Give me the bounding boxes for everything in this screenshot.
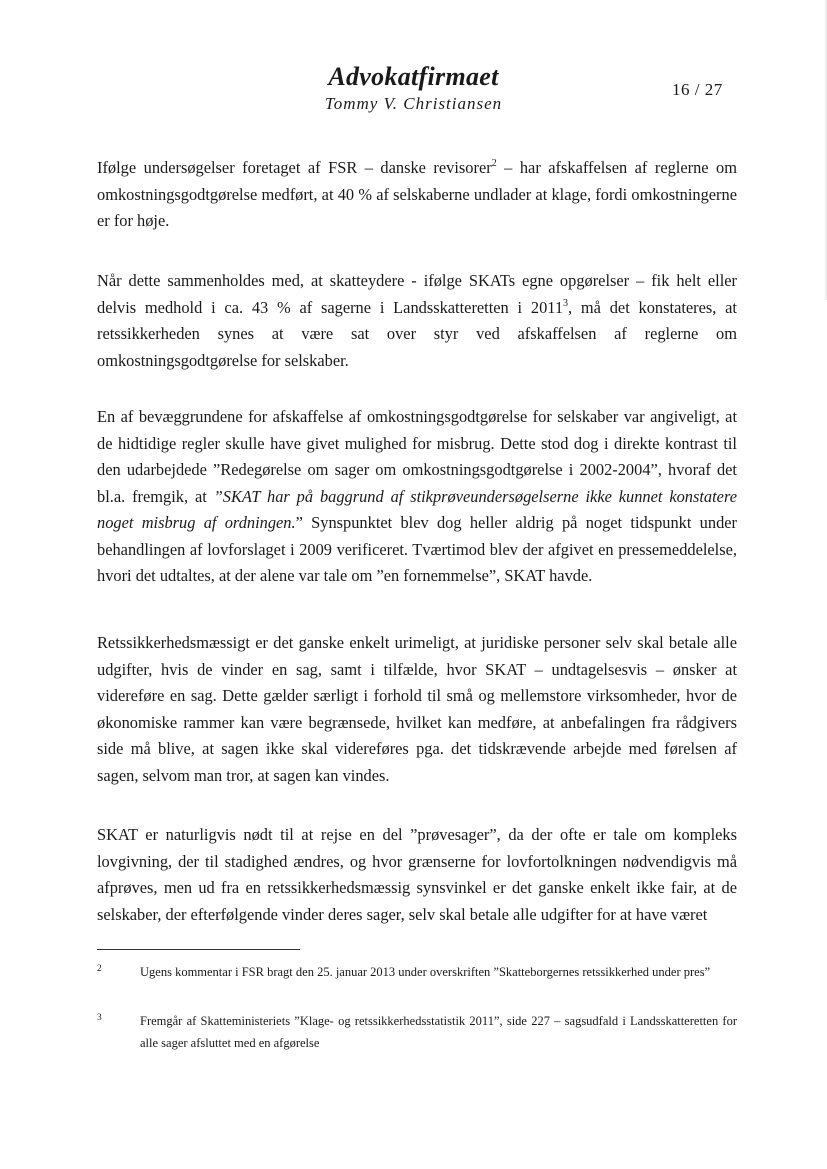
- footnote-ref-3: 3: [563, 297, 569, 309]
- paragraph-1-text-a: Ifølge undersøgelser foretaget af FSR – danske revisorer: [97, 158, 492, 177]
- page-number: 16 / 27: [672, 80, 723, 99]
- footnote-3-number: 3: [97, 1013, 102, 1023]
- letterhead-lawyer-name: Tommy V. Christiansen: [324, 94, 503, 113]
- footnote-3: [97, 1010, 737, 1054]
- paragraph-2-text-b: , må det konstateres, at retssikkerheden synes at være sat over styr ved afskaffelsen af reglerne om omkostningsgodtgørelse for selskaber.: [97, 297, 737, 370]
- paragraph-2: [97, 268, 737, 374]
- paragraph-2-text-a: Når dette sammenholdes med, at skatteydere - ifølge SKATs egne opgørelser – fik helt eller delvis medhold i ca. 43 % af sagerne i Landsskatteretten i 2011: [97, 271, 737, 317]
- paragraph-1: [97, 155, 737, 235]
- footnote-2-number: 2: [97, 964, 102, 974]
- paragraph-3-text-a: En af bevæggrundene for afskaffelse af omkostningsgodtgørelse for selskaber var angiveligt, at de hidtidige regler skulle have givet mulighed for misbrug. Dette stod dog i direkte kontrast til den udarbejdede ”Redegørelse om sager om omkostningsgodtgørelse i 2002-2004”, hvoraf det bl.a. fremgik, at: [97, 407, 737, 506]
- paragraph-5: SKAT er naturligvis nødt til at rejse en del ”prøvesager”, da der ofte er tale om kompleks lovgivning, der til stadighed ændres, og hvor grænserne for lovfortolkningen nødvendigvis må afprøves, men ud fra en retssikkerhedsmæssig synsvinkel er det ganske enkelt ikke fair, at de selskaber, der efterfølgende vinder deres sager, selv skal betale alle udgifter for at have været: [97, 825, 737, 924]
- footnote-separator: [97, 949, 300, 950]
- paragraph-4: Retssikkerhedsmæssigt er det ganske enkelt urimeligt, at juridiske personer selv skal betale alle udgifter, hvis de vinder en sag, samt i tilfælde, hvor SKAT – undtagelsesvis – ønsker at videreføre en sag. Dette gælder særligt i forhold til små og mellemstore virksomheder, hvor de økonomiske rammer kan være begrænsede, hvilket kan medføre, at anbefalingen fra rådgivers side må blive, at sagen ikke skal videreføres pga. det tidskrævende arbejde med førelsen af sagen, selvom man tror, at sagen kan vindes.: [97, 633, 737, 785]
- paragraph-3: [97, 404, 737, 590]
- paragraph-3-quote: ”SKAT har på baggrund af stikprøveundersøgelserne ikke kunnet konstatere noget misbrug af ordningen.: [97, 486, 737, 532]
- paragraph-3-text-b: ” Synspunktet blev dog heller aldrig på noget tidspunkt under behandlingen af lovforslaget i 2009 verificeret. Tværtimod blev der afgivet en pressemeddelelse, hvori det udtaltes, at der alene var tale om ”en fornemmelse”, SKAT havde.: [97, 513, 737, 585]
- footnote-ref-2: 2: [491, 158, 497, 169]
- letterhead-firm-name: Advokatfirmaet: [328, 62, 499, 91]
- footnote-2-text: Ugens kommentar i FSR bragt den 25. januar 2013 under overskriften ”Skatteborgernes retssikkerhed under pres”: [140, 965, 711, 979]
- footnote-2: [97, 961, 737, 983]
- paragraph-1-text-b: – har afskaffelsen af reglerne om omkostningsgodtgørelse medført, at 40 % af selskaberne undlader at klage, fordi omkostningerne er for høje.: [97, 158, 737, 230]
- footnote-3-text: Fremgår af Skatteministeriets ”Klage- og retssikkerhedsstatistik 2011”, side 227 – sagsudfald i Landsskatteretten for alle sager afsluttet med en afgørelse: [140, 1014, 737, 1050]
